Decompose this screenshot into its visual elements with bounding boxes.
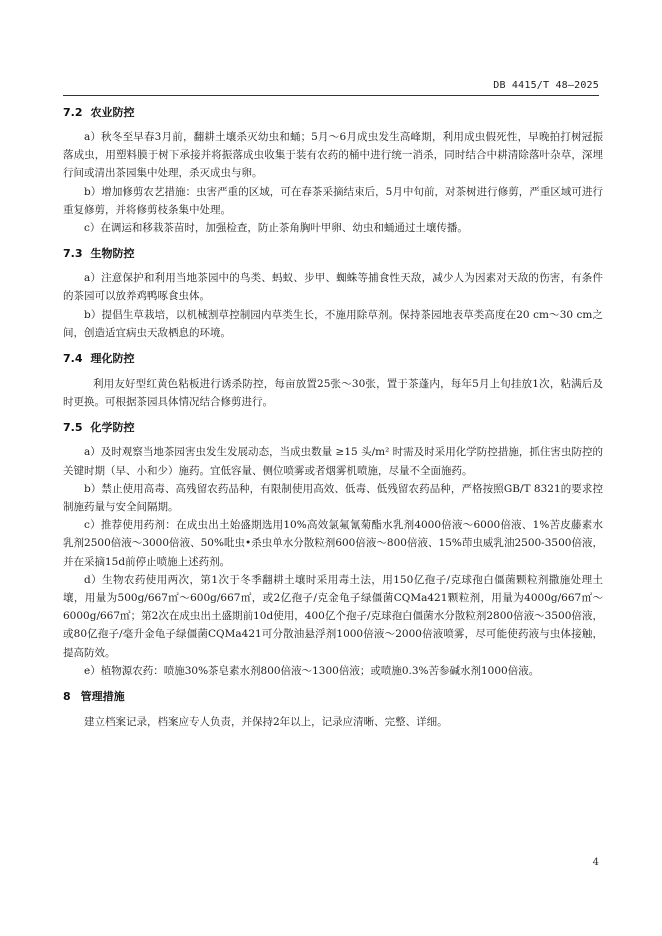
section-8 [63, 688, 603, 731]
section-7-2 [63, 104, 603, 237]
section-number: 7.3 [63, 247, 83, 261]
paragraph: e）植物源农药：喷施30%茶皂素水剂800倍液～1300倍液；或喷施0.3%苦参碱水剂1000倍液。 [84, 664, 540, 677]
section-title: 理化防控 [90, 352, 135, 366]
paragraph: 建立档案记录，档案应专人负责，并保持2年以上，记录应清晰、完整、详细。 [84, 716, 448, 729]
document-body [63, 104, 603, 731]
paragraph: a）秋冬至早春3月前，翻耕土壤杀灭幼虫和蛹；5月～6月成虫发生高峰期，利用成虫假死性，早晚拍打树冠振落成虫，用塑料膜于树下承接并将振落成虫收集于装有农药的桶中进行统一消杀，同时结合中耕清除落叶杂草，深埋行间或清出茶园集中处理，杀灭成虫与卵。 [63, 131, 603, 180]
section-title: 生物防控 [90, 247, 135, 261]
section-7-5 [63, 419, 603, 680]
section-heading [63, 350, 603, 368]
paragraph: a）及时观察当地茶园害虫发生发展动态，当成虫数量 ≥15 头/m² 时需及时采用化学防控措施，抓住害虫防控的关键时期（早、小和少）施药。宜低容量、侧位喷雾或者烟雾机喷施，尽量不全面施药。 [63, 446, 603, 477]
section-number: 7.4 [63, 352, 83, 366]
section-7-3 [63, 245, 603, 342]
paragraph: c）在调运和移栽茶苗时，加强检查，防止茶角胸叶甲卵、幼虫和蛹通过土壤传播。 [84, 222, 468, 235]
page-number: 4 [592, 857, 599, 868]
section-number: 7.5 [63, 421, 83, 435]
section-heading [63, 245, 603, 263]
section-heading [63, 104, 603, 122]
paragraph: 利用友好型红黄色粘板进行诱杀防控，每亩放置25张～30张，置于茶蓬内，每年5月上旬挂放1次，粘满后及时更换。可根据茶园具体情况结合修剪进行。 [63, 378, 603, 409]
section-title: 管理措施 [80, 690, 125, 704]
section-number: 8 [63, 690, 71, 704]
section-7-4 [63, 350, 603, 411]
paragraph: b）提倡生草栽培，以机械割草控制园内草类生长，不施用除草剂。保持茶园地表草类高度在20 cm～30 cm之间，创造适宜病虫天敌栖息的环境。 [63, 308, 603, 339]
paragraph: c）推荐使用药剂：在成虫出土始盛期选用10%高效氯氟氰菊酯水乳剂4000倍液～6000倍液、1%苦皮藤素水乳剂2500倍液～3000倍液、50%吡虫•杀虫单水分散粒剂600倍液～800倍液、15%茚虫威乳油2500-3500倍液，并在采摘15d前停止喷施上述药剂。 [63, 519, 603, 568]
standard-code: DB 4415/T 48—2025 [493, 80, 599, 91]
section-number: 7.2 [63, 106, 83, 119]
header-divider [63, 95, 599, 96]
paragraph: a）注意保护和利用当地茶园中的鸟类、蚂蚁、步甲、蜘蛛等捕食性天敌，减少人为因素对天敌的伤害，有条件的茶园可以放养鸡鸭啄食虫体。 [63, 272, 603, 303]
section-title: 农业防控 [90, 106, 135, 119]
section-heading [63, 419, 603, 437]
paragraph: b）增加修剪农艺措施：虫害严重的区域，可在春茶采摘结束后，5月中旬前，对茶树进行修剪，严重区域可进行重复修剪，并将修剪枝条集中处理。 [63, 185, 603, 216]
section-title: 化学防控 [90, 421, 135, 435]
paragraph: b）禁止使用高毒、高残留农药品种，有限制使用高效、低毒、低残留农药品种，严格按照GB/T 8321的要求控制施药量与安全间隔期。 [63, 482, 603, 514]
paragraph: d）生物农药使用两次，第1次于冬季翻耕土壤时采用毒土法，用150亿孢子/克球孢白僵菌颗粒剂撒施处理土壤，用量为500g/667㎡～600g/667㎡，或2亿孢子/克金龟子绿僵菌CQMa421颗粒剂，用量为4000g/667㎡～6000g/667㎡；第2次在成虫出土盛期前10d使用，400亿个孢子/克球孢白僵菌水分散粒剂2800倍液～3500倍液，或80亿孢子/毫升金龟子绿僵菌CQMa421可分散油悬浮剂1000倍液～2000倍液喷雾，尽可能使药液与虫体接触，提高防效。 [63, 573, 603, 659]
section-heading [63, 688, 603, 706]
